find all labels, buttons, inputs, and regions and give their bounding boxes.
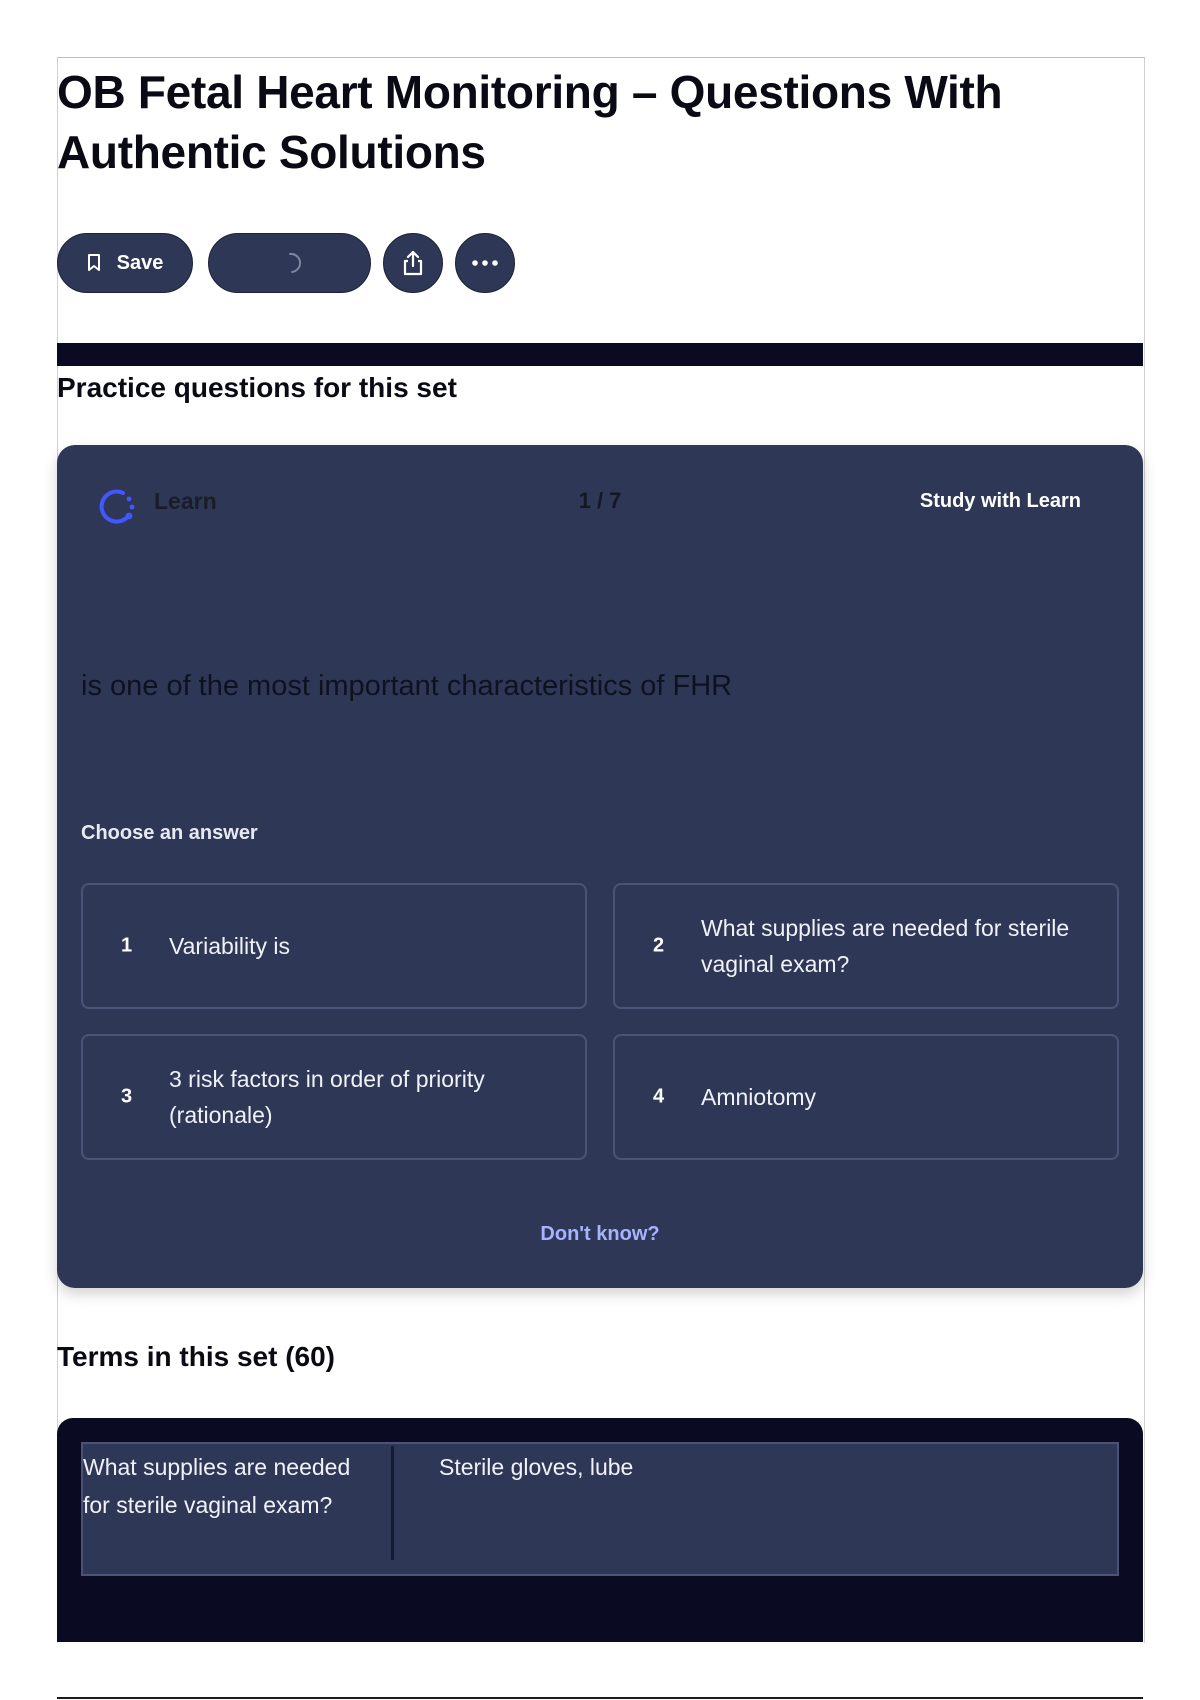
term-word: What supplies are needed for sterile vaginal exam?	[83, 1454, 351, 1518]
option-text: Amniotomy	[701, 1084, 817, 1110]
learn-card-header	[57, 485, 1143, 525]
answer-option-1[interactable]	[81, 883, 587, 1009]
option-number: 1	[121, 934, 133, 957]
share-icon	[400, 249, 426, 277]
section-divider	[57, 343, 1143, 366]
study-with-learn-link[interactable]: Study with Learn	[919, 490, 1081, 512]
option-number: 2	[653, 934, 665, 957]
page-title: OB Fetal Heart Monitoring – Questions With Authentic Solutions	[57, 66, 1003, 178]
dont-know-button[interactable]: Don't know?	[540, 1223, 660, 1245]
save-button[interactable]	[57, 233, 193, 293]
option-number: 4	[653, 1085, 665, 1108]
learn-mode-label: Learn	[154, 488, 217, 514]
terms-panel	[57, 1418, 1143, 1642]
term-divider	[391, 1446, 394, 1560]
save-label: Save	[116, 251, 164, 274]
practice-heading: Practice questions for this set	[57, 372, 457, 403]
term-definition: Sterile gloves, lube	[439, 1454, 634, 1480]
answer-option-3[interactable]	[81, 1034, 587, 1160]
option-text: 3 risk factors in order of priority (rationale)	[169, 1066, 485, 1128]
loading-spinner-icon	[278, 251, 302, 275]
bookmark-icon	[87, 254, 101, 272]
answer-option-2[interactable]	[613, 883, 1119, 1009]
terms-heading: Terms in this set (60)	[57, 1341, 336, 1372]
option-text: Variability is	[169, 933, 290, 959]
share-button[interactable]	[383, 233, 443, 293]
question-text: is one of the most important characteristics of FHR	[81, 670, 733, 702]
footer-divider	[57, 1697, 1143, 1699]
option-number: 3	[121, 1085, 133, 1108]
more-dots-icon	[470, 259, 500, 267]
loading-button[interactable]	[208, 233, 371, 293]
question-counter: 1 / 7	[578, 488, 622, 513]
learn-card	[57, 445, 1143, 1288]
more-options-button[interactable]	[455, 233, 515, 293]
option-text: What supplies are needed for sterile vaginal exam?	[701, 915, 1070, 977]
answer-option-4[interactable]	[613, 1034, 1119, 1160]
choose-answer-label: Choose an answer	[81, 822, 258, 844]
term-card[interactable]	[81, 1442, 1119, 1576]
